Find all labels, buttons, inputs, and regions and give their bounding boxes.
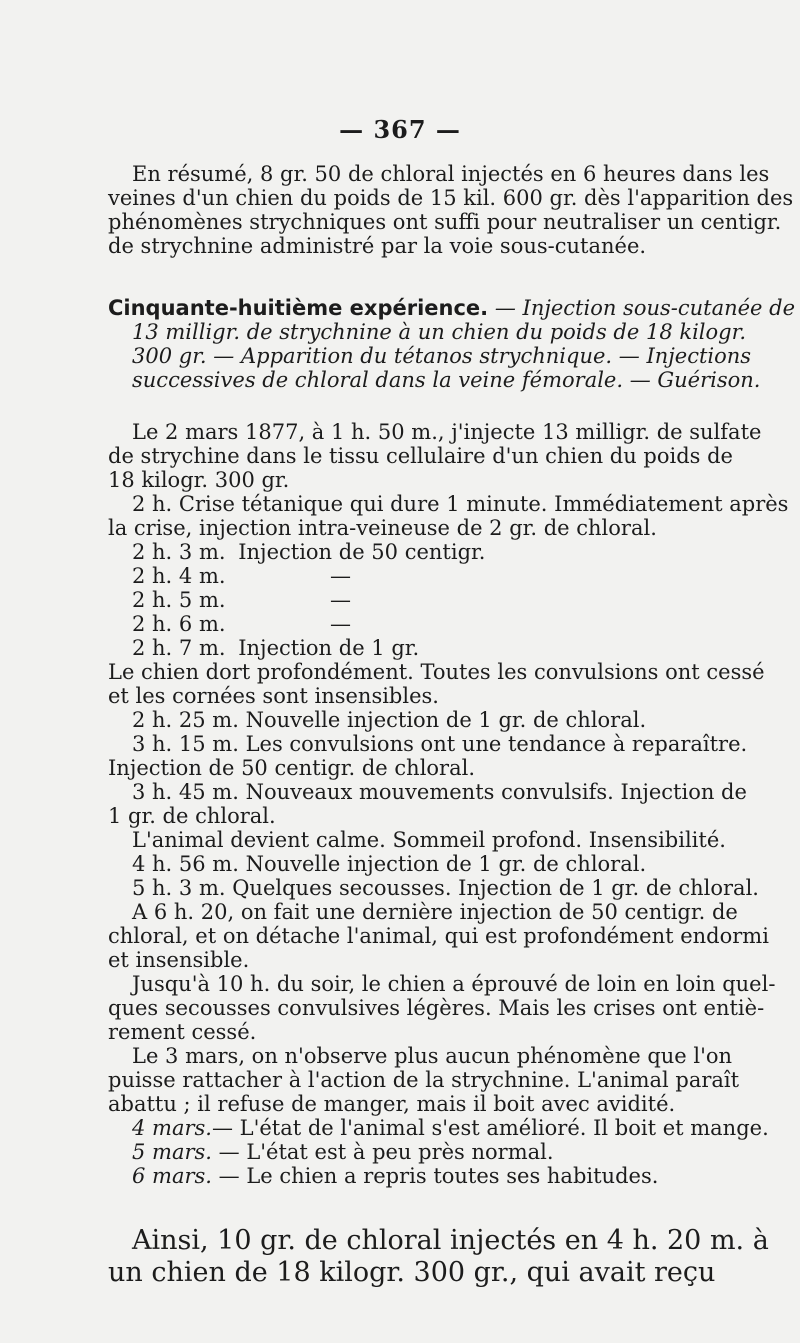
text-line: Injection de 50 centigr. de chloral. [108, 756, 475, 780]
experiment-title-start: — Injection sous-cutanée de [494, 296, 796, 320]
text-line: 1 gr. de chloral. [108, 804, 276, 828]
text-line: chloral, et on détache l'animal, qui est profondément endormi [108, 924, 769, 948]
text-line: 5 h. 3 m. Quelques secousses. Injection de 1 gr. de chloral. [132, 876, 759, 900]
text-line: phénomènes strychniques ont suffi pour neutraliser un centigr. [108, 210, 782, 234]
entry-text: — [330, 564, 351, 588]
entry-time: 2 h. 5 m. [132, 588, 226, 612]
day-entry [132, 1164, 700, 1188]
text-line: veines d'un chien du poids de 15 kil. 600 gr. dès l'apparition des [108, 186, 794, 210]
day-text: — L'état est à peu près normal. [218, 1140, 554, 1164]
text-line: Jusqu'à 10 h. du soir, le chien a éprouvé de loin en loin quel- [132, 972, 776, 996]
text-line: puisse rattacher à l'action de la strychnine. L'animal paraît [108, 1068, 740, 1092]
day-date: 5 mars. [132, 1140, 212, 1164]
text-line: la crise, injection intra-veineuse de 2 gr. de chloral. [108, 516, 657, 540]
text-line: et insensible. [108, 948, 250, 972]
text-line: L'animal devient calme. Sommeil profond. Insensibilité. [132, 828, 726, 852]
timeline-entry [132, 588, 351, 612]
text-line: 4 h. 56 m. Nouvelle injection de 1 gr. de chloral. [132, 852, 647, 876]
timeline-entry [132, 540, 485, 564]
entry-text: Injection de 1 gr. [238, 636, 420, 660]
timeline-entry [132, 612, 351, 636]
experiment-title-line: successives de chloral dans la veine fémorale. — Guérison. [132, 368, 761, 392]
day-date: 4 mars. [132, 1116, 212, 1140]
text-line: Le 2 mars 1877, à 1 h. 50 m., j'injecte 13 milligr. de sulfate [132, 420, 762, 444]
experiment-heading-line [108, 296, 796, 320]
text-line: 18 kilogr. 300 gr. [108, 468, 290, 492]
entry-time: 2 h. 6 m. [132, 612, 226, 636]
text-line: ques secousses convulsives légères. Mais les crises ont entiè- [108, 996, 765, 1020]
day-entry [132, 1140, 700, 1164]
text-line: 3 h. 15 m. Les convulsions ont une tendance à reparaître. [132, 732, 748, 756]
day-date: 6 mars. [132, 1164, 212, 1188]
text-line: 2 h. 25 m. Nouvelle injection de 1 gr. de chloral. [132, 708, 647, 732]
text-line: et les cornées sont insensibles. [108, 684, 439, 708]
page-number: — 367 — [339, 115, 461, 144]
day-text: — Le chien a repris toutes ses habitudes. [218, 1164, 659, 1188]
text-line: abattu ; il refuse de manger, mais il boit avec avidité. [108, 1092, 676, 1116]
text-line: rement cessé. [108, 1020, 257, 1044]
text-line: Le 3 mars, on n'observe plus aucun phénomène que l'on [132, 1044, 733, 1068]
day-text: — L'état de l'animal s'est amélioré. Il boit et mange. [211, 1116, 769, 1140]
conclusion-line: un chien de 18 kilogr. 300 gr., qui avait reçu [108, 1257, 716, 1288]
experiment-title-line: 13 milligr. de strychnine à un chien du poids de 18 kilogr. [132, 320, 747, 344]
day-entry [132, 1116, 769, 1140]
experiment-heading: Cinquante-huitième expérience. [108, 296, 489, 320]
timeline-entry [132, 564, 351, 588]
text-line: 2 h. Crise tétanique qui dure 1 minute. Immédiatement après [132, 492, 789, 516]
entry-text: Injection de 50 centigr. [238, 540, 486, 564]
text-line: A 6 h. 20, on fait une dernière injection de 50 centigr. de [132, 900, 738, 924]
entry-time: 2 h. 7 m. [132, 636, 226, 660]
conclusion-line: Ainsi, 10 gr. de chloral injectés en 4 h. 20 m. à [132, 1225, 769, 1256]
text-line: de strychnine administré par la voie sous-cutanée. [108, 234, 647, 258]
text-line: En résumé, 8 gr. 50 de chloral injectés en 6 heures dans les [132, 162, 770, 186]
experiment-title-line: 300 gr. — Apparition du tétanos strychnique. — Injections [132, 344, 752, 368]
entry-time: 2 h. 3 m. [132, 540, 226, 564]
text-line: 3 h. 45 m. Nouveaux mouvements convulsifs. Injection de [132, 780, 747, 804]
text-line: Le chien dort profondément. Toutes les convulsions ont cessé [108, 660, 765, 684]
text-line: de strychine dans le tissu cellulaire d'un chien du poids de [108, 444, 733, 468]
timeline-entry [132, 636, 419, 660]
entry-text: — [330, 588, 351, 612]
entry-text: — [330, 612, 351, 636]
entry-time: 2 h. 4 m. [132, 564, 226, 588]
